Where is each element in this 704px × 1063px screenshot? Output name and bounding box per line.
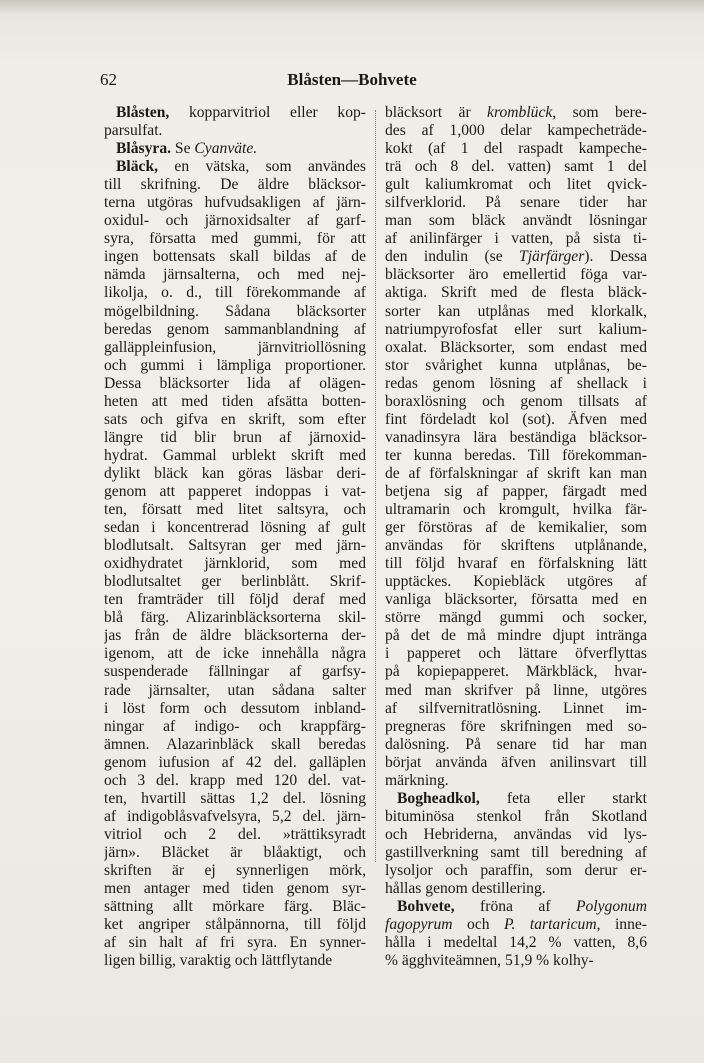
entry-text: och	[452, 916, 505, 934]
entry-text: bläcksorter äro emellertid föga var-	[385, 266, 647, 284]
text-line	[385, 573, 647, 591]
entry-text: dylikt bläck kan göras läsbar deri-	[104, 464, 366, 482]
entry-text: sättning allt mörkare färg. Bläc-	[104, 898, 366, 916]
text-line	[104, 916, 366, 934]
entry-text: järn». Bläcket är blåaktigt, och	[104, 843, 366, 861]
entry-text: märkning.	[385, 771, 449, 789]
text-line	[385, 844, 647, 862]
entry-text: börjat använda äfven anilinsvart till	[385, 753, 647, 771]
text-line	[104, 104, 366, 122]
text-line	[385, 736, 647, 754]
text-line	[104, 808, 366, 826]
entry-text: stor svårighet kunna utplånas, be-	[385, 356, 647, 374]
text-line	[385, 122, 647, 140]
text-line	[104, 411, 366, 429]
text-line	[104, 357, 366, 375]
text-line	[385, 700, 647, 718]
text-line	[104, 303, 366, 321]
text-line	[385, 339, 647, 357]
entry-text: heten att med tiden afsätta botten-	[104, 392, 366, 410]
entry-text: galläppleinfusion, järnvitriollösning	[104, 338, 366, 356]
text-line	[385, 754, 647, 772]
entry-text: pregneras före skrifningen med so-	[385, 717, 647, 735]
entry-text: till skrifning. De äldre bläcksor-	[104, 176, 366, 194]
text-line	[385, 230, 647, 248]
entry-text: kopparvitriol eller kop-	[169, 104, 366, 121]
entry-text: lysoljor och paraffin, som derur er-	[385, 861, 647, 879]
text-line	[104, 266, 366, 284]
text-line	[104, 718, 366, 736]
entry-text: oxidhydratet järnklorid, som med	[104, 555, 366, 573]
entry-text: mögelbildning. Sådana bläcksorter	[104, 302, 366, 320]
entry-text: till följd hvaraf en förfalskning lätt	[385, 555, 647, 573]
entry-text: fint fördeladt kol (sot). Äfven med	[385, 410, 647, 428]
entry-text: den indulin (se	[385, 248, 520, 266]
entry-text: ten framträder till följd deraf med	[104, 591, 366, 609]
entry-text: genom att papperet indoppas i vat-	[104, 482, 366, 500]
entry-text: sedan i koncentrerad lösning af gult	[104, 519, 366, 537]
text-line	[385, 718, 647, 736]
text-line	[385, 140, 647, 158]
entry-text: dalösning. På senare tid har man	[385, 735, 647, 753]
entry-text: beredas genom sammanblandning af	[104, 320, 366, 338]
text-line	[104, 898, 366, 916]
text-line	[104, 429, 366, 447]
entry-text: upptäckes. Kopiebläck utgöres af	[385, 573, 647, 591]
text-line	[385, 483, 647, 501]
entry-text: på det de må mindre djupt intränga	[385, 627, 647, 645]
text-line	[385, 772, 647, 790]
entry-text: blodlutsalt. Saltsyran ger med järn-	[104, 537, 366, 555]
text-line	[104, 122, 366, 140]
text-line	[385, 447, 647, 465]
text-line	[385, 862, 647, 880]
column-divider	[375, 110, 376, 862]
entry-text: parsulfat.	[104, 122, 163, 140]
text-line	[104, 555, 366, 573]
entry-text: ten, försatt med litet saltsyra, och	[104, 501, 366, 519]
text-line	[385, 393, 647, 411]
entry-text: ningar af indigo- och krappfärg-	[104, 717, 366, 735]
entry-text: fröna af	[454, 898, 576, 916]
text-line	[385, 880, 647, 898]
entry-text: vitriol och 2 del. »trättiksyradt	[104, 825, 366, 843]
entry-text: ingen bottensats skall bildas af de	[104, 248, 366, 266]
text-line	[385, 826, 647, 844]
entry-text: en vätska, som användes	[158, 158, 366, 176]
entry-text: längre tid blir brun af järnoxid-	[104, 428, 366, 446]
italic-term: Polygonum	[575, 898, 647, 916]
text-line	[104, 339, 366, 357]
text-line	[385, 104, 647, 122]
entry-text: af sin halt af fri syra. En synner-	[104, 934, 366, 952]
text-line	[385, 645, 647, 663]
text-line	[104, 537, 366, 555]
entry-text: sorter kan utplånas med klorkalk,	[385, 302, 647, 320]
entry-text: % ägghviteämnen, 51,9 % kolhy-	[385, 952, 594, 970]
entry-text: nämda järnsalterna, och med nej-	[104, 266, 366, 284]
entry-headword: Bohvete,	[397, 898, 455, 916]
text-line	[104, 176, 366, 194]
entry-text: skriften är ej synnerligen mörk,	[104, 861, 366, 879]
entry-text: af silfvernitratlösning. Linnet im-	[385, 699, 647, 717]
entry-text: i löst form och dessutom inbland-	[104, 699, 366, 717]
text-line	[104, 321, 366, 339]
entry-text: boraxlösning och genom tillsats af	[385, 392, 647, 410]
entry-text: igenom, att de icke innehålla några	[104, 645, 366, 663]
entry-text: , inne-	[596, 916, 647, 934]
entry-text: ligen billig, varaktig och lättflytande	[104, 952, 333, 970]
text-line	[104, 501, 366, 519]
entry-text: aktiga. Skrift med de flesta bläck-	[385, 284, 647, 302]
entry-text: rade järnsalter, utan sådana salter	[104, 681, 366, 699]
text-line	[104, 790, 366, 808]
text-line	[385, 537, 647, 555]
entry-text: gastillverkning samt till beredning af	[385, 843, 647, 861]
entry-text: natriumpyrofosfat eller surt kalium-	[385, 320, 647, 338]
text-line	[104, 754, 366, 772]
entry-text: med man skrifver på linne, utgöres	[385, 681, 647, 699]
text-line	[385, 158, 647, 176]
entry-text: och Hebriderna, användas vid lys-	[385, 825, 647, 843]
entry-text: gult kaliumkromat och litet qvick-	[385, 176, 647, 194]
entry-headword: Bogheadkol,	[397, 789, 480, 807]
entry-text: och 3 del. krapp med 120 del. vat-	[104, 771, 366, 789]
entry-text: terna utgöras hufvudsakligen af järn-	[104, 194, 366, 212]
entry-text: de af förfalskningar af skrift kan man	[385, 464, 647, 482]
scan-edge-shadow	[0, 0, 704, 14]
entry-headword: Bläck,	[116, 158, 159, 176]
entry-text: ten, hvartill sättas 1,2 del. lösning	[104, 789, 366, 807]
entry-text: i papperet och lättare öfverflyttas	[385, 645, 647, 663]
text-line	[104, 519, 366, 537]
text-line	[385, 627, 647, 645]
text-line	[104, 158, 366, 176]
entry-text: trä och 8 del. vatten) samt 1 del	[385, 158, 647, 176]
entry-text: vanadinsyra lära beständiga bläcksor-	[385, 428, 647, 446]
entry-text: af indigoblåsvafvelsyra, 5,2 del. järn-	[104, 807, 366, 825]
italic-term: kromblück,	[487, 104, 557, 121]
text-line	[385, 790, 647, 808]
text-line	[104, 465, 366, 483]
text-line	[104, 663, 366, 681]
entry-text: silfverklorid. På senare tider har	[385, 194, 647, 212]
text-line	[104, 212, 366, 230]
text-line	[104, 880, 366, 898]
text-line	[104, 862, 366, 880]
text-line	[385, 609, 647, 627]
entry-text: Dessa bläcksorter lida af olägen-	[104, 374, 366, 392]
text-line	[385, 555, 647, 573]
text-line	[385, 808, 647, 826]
text-line	[104, 826, 366, 844]
text-line	[104, 573, 366, 591]
text-line	[104, 609, 366, 627]
text-line	[104, 934, 366, 952]
entry-text: som bere-	[556, 104, 647, 121]
text-line	[385, 375, 647, 393]
entry-text: betjena sig af papper, färgadt med	[385, 482, 647, 500]
entry-text: blodlutsaltet ger berlinblått. Skrif-	[104, 573, 366, 591]
entry-text: och gummi i lämpliga proportioner.	[104, 356, 366, 374]
entry-text: hållas genom destillering.	[385, 880, 546, 898]
text-line	[104, 952, 366, 970]
entry-text: suspenderade fällningar af garfsy-	[104, 663, 366, 681]
text-line	[385, 465, 647, 483]
entry-text: oxidul- och järnoxidsalter af garf-	[104, 212, 366, 230]
running-head: Blåsten—Bohvete	[287, 70, 417, 89]
entry-text: ter kunna beredas. Till förekomman-	[385, 446, 647, 464]
entry-text: ket angriper stålpännorna, till följd	[104, 916, 366, 934]
text-line	[104, 682, 366, 700]
entry-text: ämnen. Alazarinbläck skall beredas	[104, 735, 366, 753]
text-line	[385, 916, 647, 934]
entry-text: oxalat. Bläcksorter, som endast med	[385, 338, 647, 356]
entry-text: kokt (af 1 del raspadt kampeche-	[385, 140, 647, 158]
text-line	[385, 248, 647, 266]
text-line	[385, 212, 647, 230]
text-line	[104, 140, 366, 158]
entry-text: bläcksort är	[385, 104, 488, 121]
text-line	[385, 284, 647, 302]
text-line	[104, 483, 366, 501]
text-line	[385, 501, 647, 519]
entry-text: sats och gifva en skrift, som efter	[104, 410, 366, 428]
entry-text: blå färg. Alizarinbläcksorterna skil-	[104, 609, 366, 627]
entry-text: af anilinfärger i vatten, på sista ti-	[385, 230, 647, 248]
entry-text: ). Dessa	[584, 248, 647, 266]
text-line	[385, 519, 647, 537]
text-line	[104, 627, 366, 645]
text-line	[104, 591, 366, 609]
text-line	[104, 375, 366, 393]
entry-text: användas för skriftens utplånande,	[385, 537, 647, 555]
text-line	[104, 645, 366, 663]
italic-term: Tjärfärger	[519, 248, 585, 266]
entry-text: men antager med tiden genom syr-	[104, 880, 366, 898]
entry-text: vanliga bläcksorter, försatta med en	[385, 591, 647, 609]
entry-text: genom iufusion af 42 del. galläplen	[104, 753, 366, 771]
text-line	[385, 303, 647, 321]
text-line	[385, 266, 647, 284]
text-line	[104, 248, 366, 266]
text-line	[104, 700, 366, 718]
text-line	[385, 663, 647, 681]
right-text-column	[385, 104, 647, 970]
entry-headword: Blåsyra.	[116, 140, 172, 158]
entry-text: Se	[171, 140, 195, 158]
text-line	[104, 284, 366, 302]
text-line	[385, 934, 647, 952]
text-line	[104, 772, 366, 790]
entry-text: större mängd gummi och socker,	[385, 609, 647, 627]
entry-text: ger förstöras af de kemikalier, som	[385, 519, 647, 537]
text-line	[104, 447, 366, 465]
entry-text: des af 1,000 delar kampecheträde-	[385, 122, 647, 140]
entry-text: redas genom lösning af shellack i	[385, 374, 647, 392]
text-line	[104, 736, 366, 754]
entry-text: på kopiepapperet. Märkbläck, hvar-	[385, 663, 647, 681]
text-line	[104, 194, 366, 212]
entry-text: hydrat. Gammal urblekt skrift med	[104, 446, 366, 464]
text-line	[385, 952, 647, 970]
text-line	[385, 682, 647, 700]
text-line	[385, 321, 647, 339]
text-line	[385, 194, 647, 212]
italic-term: P. tartaricum	[504, 916, 597, 934]
page-header	[0, 70, 704, 94]
text-line	[385, 898, 647, 916]
text-line	[385, 176, 647, 194]
italic-term: fagopyrum	[385, 916, 453, 934]
text-line	[385, 429, 647, 447]
text-line	[385, 357, 647, 375]
page-number: 62	[100, 70, 117, 89]
text-line	[385, 591, 647, 609]
text-line	[104, 230, 366, 248]
text-line	[385, 411, 647, 429]
entry-text: syra, försatta med gummi, för att	[104, 230, 366, 248]
entry-text: hålla i medeltal 14,2 % vatten, 8,6	[385, 934, 647, 952]
entry-text: likolja, o. d., till förekommande af	[104, 284, 366, 302]
left-text-column	[104, 104, 366, 970]
cross-reference: Cyanväte.	[194, 140, 258, 158]
entry-text: man som bläck användt lösningar	[385, 212, 647, 230]
text-line	[104, 393, 366, 411]
entry-headword: Blåsten,	[116, 104, 170, 121]
entry-text: jas från de äldre bläcksorterna der-	[104, 627, 366, 645]
text-line	[104, 844, 366, 862]
entry-text: feta eller starkt	[479, 789, 647, 807]
entry-text: ultramarin och kromgult, hvilka fär-	[385, 501, 647, 519]
entry-text: bituminösa stenkol från Skotland	[385, 807, 647, 825]
